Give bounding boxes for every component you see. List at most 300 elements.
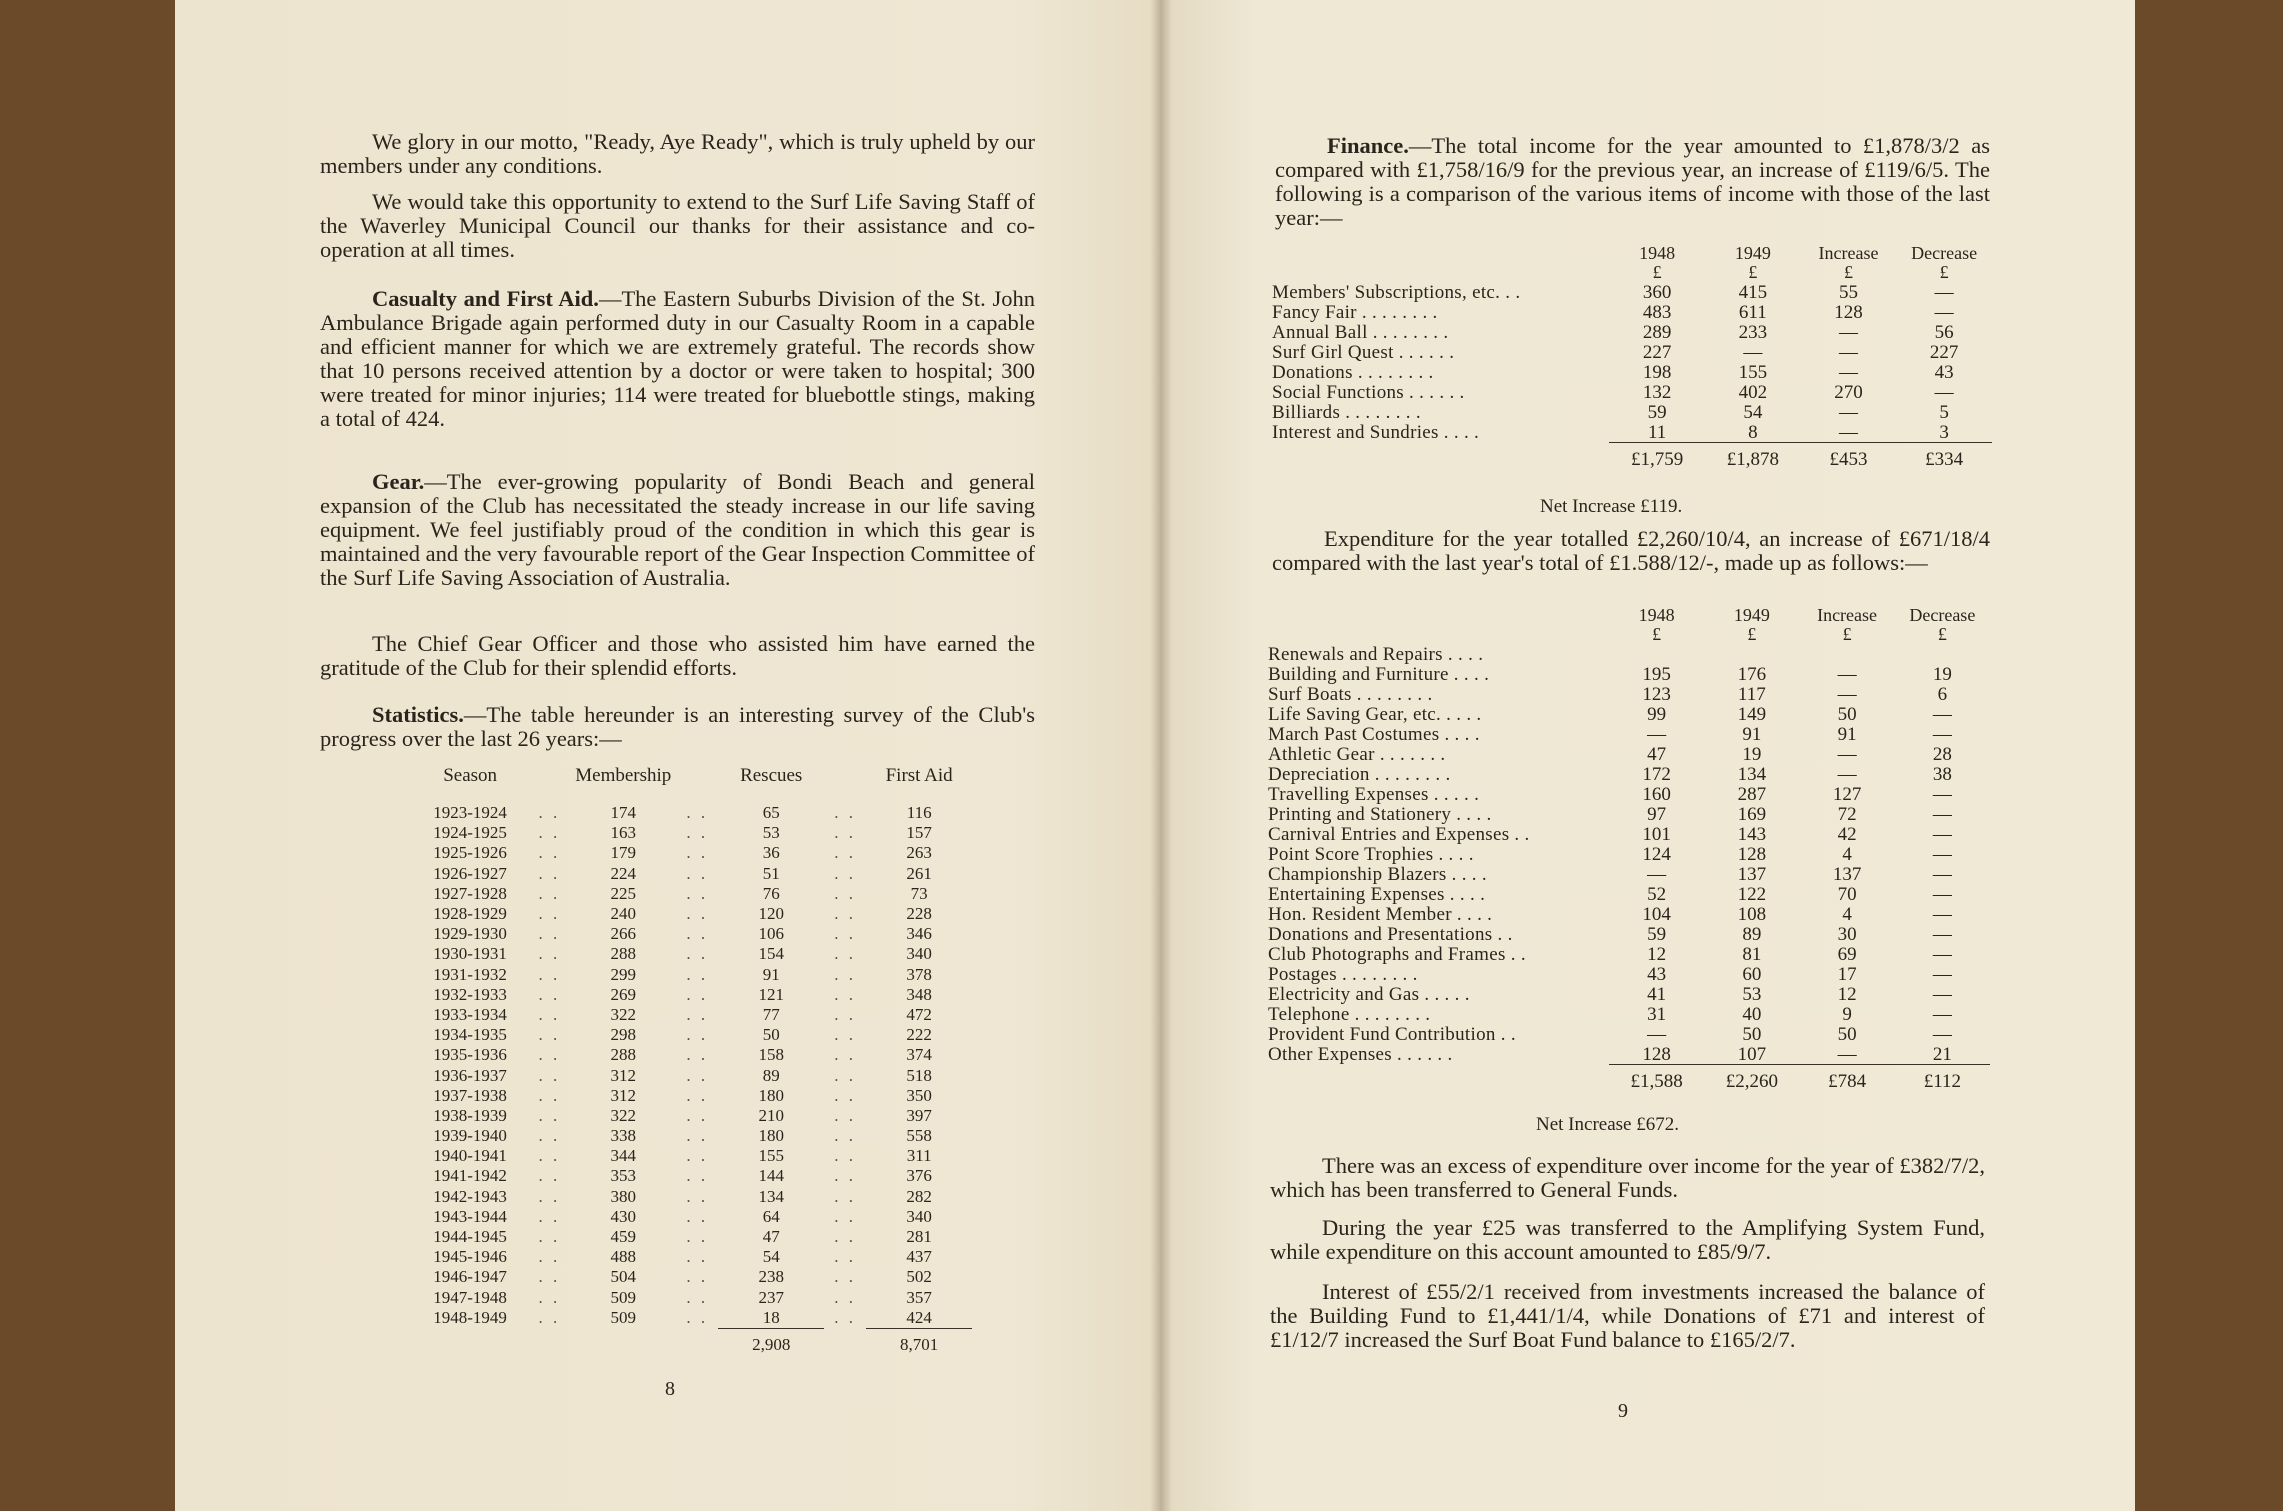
income-row <box>1272 302 1992 322</box>
season-cell: 1940-1941 <box>433 1146 507 1166</box>
membership-cell: 344 <box>610 1146 637 1166</box>
finance-heading: Finance. <box>1327 133 1409 158</box>
season-cell: 1936-1937 <box>433 1065 507 1085</box>
value-1949: 89 <box>1742 923 1762 945</box>
page-number-left: 8 <box>665 1378 675 1400</box>
increase-value: — <box>1837 743 1857 765</box>
item-label: Other Expenses . . . . . . <box>1268 1043 1453 1065</box>
membership-cell: 380 <box>610 1186 637 1206</box>
leader-dots: . . <box>538 803 561 823</box>
increase-value: 127 <box>1832 783 1862 805</box>
total-decrease: £112 <box>1895 1065 1990 1092</box>
rescues-cell: 36 <box>762 843 780 863</box>
expenditure-row <box>1268 864 1990 884</box>
leader-dots: . . <box>538 1267 561 1287</box>
leader-dots: . . <box>834 944 857 964</box>
membership-cell: 312 <box>610 1065 637 1085</box>
leader-dots: . . <box>686 803 709 823</box>
value-1948: 289 <box>1642 321 1672 343</box>
first-aid-cell: 350 <box>906 1085 932 1105</box>
rescues-cell: 47 <box>762 1227 780 1247</box>
leader-dots: . . <box>834 1247 857 1267</box>
value-1948: 31 <box>1647 1003 1667 1025</box>
total-1948: £1,759 <box>1609 443 1705 470</box>
item-label: Life Saving Gear, etc. . . . . <box>1268 703 1482 725</box>
expenditure-net-increase: Net Increase £672. <box>1536 1114 1679 1135</box>
value-1948: 132 <box>1642 381 1672 403</box>
leader-dots: . . <box>834 1105 857 1125</box>
decrease-value: 3 <box>1939 421 1949 443</box>
casualty-heading: Casualty and First Aid. <box>372 286 599 311</box>
currency-symbol: £ <box>1939 262 1949 282</box>
leader-dots: . . <box>834 883 857 903</box>
increase-value: — <box>1838 321 1858 343</box>
first-aid-cell: 437 <box>906 1247 932 1267</box>
decrease-value: — <box>1932 1003 1952 1025</box>
leader-dots: . . <box>686 1166 709 1186</box>
item-label: Athletic Gear . . . . . . . <box>1268 743 1446 765</box>
statistics-heading: Statistics. <box>372 702 464 727</box>
item-label: Renewals and Repairs . . . . <box>1268 643 1484 665</box>
leader-dots: . . <box>538 984 561 1004</box>
expenditure-row <box>1268 984 1990 1004</box>
income-row <box>1272 282 1992 302</box>
leader-dots: . . <box>538 944 561 964</box>
expenditure-row <box>1268 844 1990 864</box>
gear-paragraph <box>320 470 1035 590</box>
value-1949: 233 <box>1738 321 1768 343</box>
interest-paragraph: Interest of £55/2/1 received from investments increased the balance of the Building Fund to £1,441/1/4, while Donations of £71 and interest of £1/12/7 increased the Surf Boat Fund balance to £165/2/7. <box>1270 1279 1985 1352</box>
membership-cell: 179 <box>610 843 637 863</box>
decrease-value: 19 <box>1932 663 1952 685</box>
empty-cell <box>570 1328 676 1355</box>
value-1949: 611 <box>1738 301 1767 323</box>
season-cell: 1944-1945 <box>433 1227 507 1247</box>
stats-row <box>412 1106 972 1126</box>
decrease-value: 28 <box>1932 743 1952 765</box>
income-col-decrease: Decrease <box>1911 243 1978 263</box>
decrease-value: 227 <box>1929 341 1959 363</box>
rescues-cell: 121 <box>758 984 784 1004</box>
first-aid-cell: 228 <box>906 904 932 924</box>
rescues-cell: 210 <box>758 1105 784 1125</box>
stats-row <box>412 1187 972 1207</box>
season-cell: 1948-1949 <box>433 1308 507 1328</box>
first-aid-cell: 472 <box>906 1004 932 1024</box>
first-aid-cell: 261 <box>906 863 932 883</box>
increase-value: 55 <box>1838 281 1858 303</box>
leader-dots: . . <box>538 1085 561 1105</box>
item-label: Social Functions . . . . . . <box>1272 381 1465 403</box>
value-1949: 415 <box>1738 281 1768 303</box>
expenditure-row <box>1268 824 1990 844</box>
expenditure-row <box>1268 664 1990 684</box>
leader-dots: . . <box>834 1126 857 1146</box>
value-1948: 227 <box>1642 341 1672 363</box>
empty-cell <box>676 1328 718 1355</box>
value-1948: 172 <box>1642 763 1671 785</box>
value-1949: 134 <box>1737 763 1767 785</box>
decrease-value: — <box>1934 381 1954 403</box>
thanks-paragraph: We would take this opportunity to extend to the Surf Life Saving Staff of the Waverley Municipal Council our thanks for their assistance and co-operation at all times. <box>320 189 1035 262</box>
finance-text: —The total income for the year amounted to £1,878/3/2 as compared with £1,758/16/9 for the previous year, an increase of £119/6/5. The following is a comparison of the various items of income with those of the last year:— <box>1275 133 1990 230</box>
item-label: March Past Costumes . . . . <box>1268 723 1480 745</box>
stats-row <box>412 904 972 924</box>
season-cell: 1945-1946 <box>433 1247 507 1267</box>
decrease-value: — <box>1932 923 1952 945</box>
value-1949: 117 <box>1737 683 1766 705</box>
expenditure-paragraph: Expenditure for the year totalled £2,260/10/4, an increase of £671/18/4 compared with the last year's total of £1.588/12/-, made up as follows:— <box>1272 526 1990 575</box>
increase-value: 4 <box>1842 903 1852 925</box>
first-aid-cell: 281 <box>906 1227 932 1247</box>
leader-dots: . . <box>686 964 709 984</box>
season-cell: 1942-1943 <box>433 1186 507 1206</box>
excess-paragraph: There was an excess of expenditure over income for the year of £382/7/2, which has been transferred to General Funds. <box>1270 1153 1985 1202</box>
expenditure-col-decrease: Decrease <box>1909 605 1976 625</box>
expenditure-row <box>1268 724 1990 744</box>
increase-value: — <box>1838 401 1858 423</box>
increase-value: 50 <box>1837 1023 1857 1045</box>
value-1948: — <box>1647 863 1667 885</box>
season-cell: 1935-1936 <box>433 1045 507 1065</box>
increase-value: 42 <box>1837 823 1857 845</box>
value-1948: 52 <box>1647 883 1667 905</box>
increase-value: 128 <box>1834 301 1863 323</box>
season-cell: 1946-1947 <box>433 1267 507 1287</box>
expenditure-row <box>1268 944 1990 964</box>
value-1948: — <box>1647 1023 1667 1045</box>
season-cell: 1947-1948 <box>433 1287 507 1307</box>
leader-dots: . . <box>538 1065 561 1085</box>
leader-dots: . . <box>538 1247 561 1267</box>
leader-dots: . . <box>834 984 857 1004</box>
stats-row <box>412 965 972 985</box>
first-aid-cell: 116 <box>906 803 932 823</box>
value-1948: 104 <box>1642 903 1671 925</box>
currency-symbol: £ <box>1652 624 1662 644</box>
casualty-text: —The Eastern Suburbs Division of the St. John Ambulance Brigade again performed duty in our Casualty Room in a capable and efficient manner for which we are extremely grateful. The records show that 10 persons received attention by a doctor or were taken to hospital; 300 were treated for minor injuries; 114 were treated for bluebottle stings, making a total of 424. <box>320 286 1035 431</box>
value-1949: — <box>1743 341 1763 363</box>
decrease-value: — <box>1932 783 1952 805</box>
increase-value: — <box>1838 421 1858 443</box>
leader-dots: . . <box>834 803 857 823</box>
leader-dots: . . <box>538 1308 561 1328</box>
value-1948: — <box>1647 723 1667 745</box>
value-1948: 99 <box>1647 703 1667 725</box>
increase-value: 17 <box>1837 963 1857 985</box>
leader-dots: . . <box>834 1025 857 1045</box>
leader-dots: . . <box>686 924 709 944</box>
decrease-value: — <box>1932 983 1952 1005</box>
item-label: Hon. Resident Member . . . . <box>1268 903 1493 925</box>
first-aid-total: 8,701 <box>866 1328 972 1355</box>
first-aid-cell: 424 <box>906 1307 932 1327</box>
leader-dots: . . <box>686 984 709 1004</box>
membership-cell: 225 <box>610 883 637 903</box>
first-aid-cell: 558 <box>906 1126 932 1146</box>
leader-dots: . . <box>686 1085 709 1105</box>
expenditure-row <box>1268 924 1990 944</box>
first-aid-cell: 348 <box>906 984 932 1004</box>
decrease-value: — <box>1932 703 1952 725</box>
membership-cell: 312 <box>610 1085 637 1105</box>
leader-dots: . . <box>538 1186 561 1206</box>
leader-dots: . . <box>686 1004 709 1024</box>
decrease-value: — <box>1932 943 1952 965</box>
membership-cell: 459 <box>610 1227 637 1247</box>
expenditure-row <box>1268 1024 1990 1044</box>
amplifying-paragraph: During the year £25 was transferred to the Amplifying System Fund, while expenditure on this account amounted to £85/9/7. <box>1270 1215 1985 1264</box>
decrease-value: — <box>1932 843 1952 865</box>
leader-dots: . . <box>834 1065 857 1085</box>
value-1948: 101 <box>1642 823 1671 845</box>
season-cell: 1931-1932 <box>433 964 507 984</box>
membership-cell: 269 <box>610 984 637 1004</box>
leader-dots: . . <box>834 1186 857 1206</box>
empty-cell <box>528 1328 570 1355</box>
income-col-1949: 1949 <box>1734 243 1771 263</box>
first-aid-header: First Aid <box>885 765 953 786</box>
expenditure-row <box>1268 1044 1990 1065</box>
decrease-value: 38 <box>1932 763 1952 785</box>
total-1949: £2,260 <box>1704 1065 1799 1092</box>
membership-cell: 509 <box>610 1287 637 1307</box>
value-1949: 155 <box>1738 361 1768 383</box>
value-1949: 149 <box>1737 703 1767 725</box>
stats-row <box>412 864 972 884</box>
decrease-value: — <box>1932 723 1952 745</box>
season-cell: 1930-1931 <box>433 944 507 964</box>
increase-value: — <box>1837 663 1857 685</box>
increase-value: — <box>1837 763 1857 785</box>
rescues-total: 2,908 <box>718 1328 824 1355</box>
expenditure-col-1949: 1949 <box>1733 605 1770 625</box>
leader-dots: . . <box>834 1045 857 1065</box>
value-1949: 53 <box>1742 983 1762 1005</box>
rescues-cell: 155 <box>758 1146 784 1166</box>
increase-value: — <box>1838 341 1858 363</box>
value-1948: 195 <box>1642 663 1671 685</box>
leader-dots: . . <box>686 1308 709 1328</box>
value-1948 <box>1609 644 1704 664</box>
leader-dots: . . <box>686 1146 709 1166</box>
membership-cell: 240 <box>610 904 637 924</box>
increase-value: 9 <box>1842 1003 1852 1025</box>
leader-dots: . . <box>538 823 561 843</box>
leader-dots: . . <box>538 1206 561 1226</box>
rescues-cell: 120 <box>758 904 784 924</box>
item-label: Surf Girl Quest . . . . . . <box>1272 341 1455 363</box>
expenditure-row <box>1268 784 1990 804</box>
value-1949 <box>1704 644 1799 664</box>
season-cell: 1934-1935 <box>433 1025 507 1045</box>
value-1949: 107 <box>1737 1043 1767 1065</box>
leader-dots: . . <box>686 1126 709 1146</box>
increase-value: 270 <box>1834 381 1863 403</box>
value-1948: 198 <box>1642 361 1672 383</box>
leader-dots: . . <box>538 1025 561 1045</box>
leader-dots: . . <box>538 1105 561 1125</box>
membership-cell: 322 <box>610 1105 637 1125</box>
casualty-paragraph <box>320 287 1035 431</box>
first-aid-cell: 502 <box>906 1267 932 1287</box>
total-increase: £453 <box>1801 443 1897 470</box>
leader-dots: . . <box>834 863 857 883</box>
value-1948: 160 <box>1642 783 1671 805</box>
item-label: Interest and Sundries . . . . <box>1272 421 1480 443</box>
income-totals-row <box>1272 443 1992 470</box>
leader-dots: . . <box>834 904 857 924</box>
value-1949: 19 <box>1742 743 1762 765</box>
item-label: Annual Ball . . . . . . . . <box>1272 321 1449 343</box>
rescues-cell: 18 <box>762 1307 780 1327</box>
expenditure-row <box>1268 764 1990 784</box>
season-cell: 1929-1930 <box>433 924 507 944</box>
first-aid-cell: 357 <box>906 1287 932 1307</box>
income-col-1948: 1948 <box>1639 243 1676 263</box>
value-1948: 483 <box>1642 301 1672 323</box>
season-header: Season <box>443 765 498 786</box>
season-cell: 1932-1933 <box>433 984 507 1004</box>
empty-cell <box>412 1328 528 1355</box>
item-label: Surf Boats . . . . . . . . <box>1268 683 1433 705</box>
increase-value: 69 <box>1837 943 1857 965</box>
leader-dots: . . <box>538 964 561 984</box>
membership-cell: 163 <box>610 823 637 843</box>
expenditure-row <box>1268 884 1990 904</box>
season-cell: 1941-1942 <box>433 1166 507 1186</box>
decrease-value: 6 <box>1937 683 1948 705</box>
rescues-header: Rescues <box>740 765 803 786</box>
leader-dots: . . <box>538 1146 561 1166</box>
total-increase: £784 <box>1799 1065 1894 1092</box>
book-gutter <box>1150 0 1172 1511</box>
leader-dots: . . <box>834 964 857 984</box>
value-1949: 50 <box>1742 1023 1762 1045</box>
leader-dots: . . <box>686 1025 709 1045</box>
stats-row <box>412 1267 972 1287</box>
stats-row <box>412 924 972 944</box>
stats-row <box>412 985 972 1005</box>
membership-cell: 174 <box>610 803 637 823</box>
value-1948: 128 <box>1642 1043 1671 1065</box>
currency-symbol: £ <box>1843 262 1853 282</box>
stats-row <box>412 1025 972 1045</box>
statistics-paragraph <box>320 703 1035 751</box>
rescues-cell: 54 <box>762 1247 780 1267</box>
stats-row <box>412 884 972 904</box>
total-decrease: £334 <box>1896 443 1992 470</box>
item-label: Donations and Presentations . . <box>1268 923 1513 945</box>
gear-text: —The ever-growing popularity of Bondi Beach and general expansion of the Club has necessitated the steady increase in our life saving equipment. We feel justifiably proud of the condition in which this gear is maintained and the very favourable report of the Gear Inspection Committee of the Surf Life Saving Association of Australia. <box>320 469 1035 590</box>
value-1948: 11 <box>1648 421 1667 443</box>
expenditure-row <box>1268 964 1990 984</box>
value-1949: 40 <box>1742 1003 1762 1025</box>
leader-dots: . . <box>834 1308 857 1328</box>
increase-value: — <box>1837 683 1857 705</box>
currency-symbol: £ <box>1747 624 1757 644</box>
membership-cell: 322 <box>610 1004 637 1024</box>
rescues-cell: 65 <box>762 803 780 823</box>
decrease-value: 43 <box>1934 361 1954 383</box>
rescues-cell: 51 <box>762 863 780 883</box>
decrease-value: — <box>1934 281 1954 303</box>
increase-value: — <box>1838 361 1858 383</box>
leader-dots: . . <box>686 1247 709 1267</box>
value-1949: 169 <box>1737 803 1767 825</box>
item-label: Carnival Entries and Expenses . . <box>1268 823 1530 845</box>
stats-row <box>412 1126 972 1146</box>
leader-dots: . . <box>686 843 709 863</box>
season-cell: 1928-1929 <box>433 904 507 924</box>
currency-symbol: £ <box>1748 262 1758 282</box>
leader-dots: . . <box>538 1227 561 1247</box>
rescues-cell: 180 <box>758 1085 784 1105</box>
membership-cell: 509 <box>610 1308 637 1328</box>
leader-dots: . . <box>686 1206 709 1226</box>
decrease-value: — <box>1932 883 1952 905</box>
stats-totals-row <box>412 1328 972 1355</box>
expenditure-totals-row <box>1268 1065 1990 1092</box>
currency-symbol: £ <box>1652 262 1662 282</box>
income-row <box>1272 322 1992 342</box>
leader-dots: . . <box>686 1045 709 1065</box>
increase-value: 137 <box>1832 863 1862 885</box>
first-aid-cell: 376 <box>906 1166 932 1186</box>
first-aid-cell: 222 <box>906 1025 932 1045</box>
leader-dots: . . <box>538 924 561 944</box>
rescues-cell: 106 <box>758 924 784 944</box>
first-aid-cell: 340 <box>906 1206 932 1226</box>
value-1948: 59 <box>1647 923 1667 945</box>
stats-header-row <box>412 765 972 803</box>
leader-dots: . . <box>538 863 561 883</box>
income-row <box>1272 342 1992 362</box>
season-cell: 1927-1928 <box>433 883 507 903</box>
item-label: Postages . . . . . . . . <box>1268 963 1418 985</box>
stats-row <box>412 803 972 823</box>
rescues-cell: 238 <box>758 1267 784 1287</box>
stats-row <box>412 1247 972 1267</box>
season-cell: 1943-1944 <box>433 1206 507 1226</box>
leader-dots: . . <box>686 1267 709 1287</box>
stats-row <box>412 1045 972 1065</box>
leader-dots: . . <box>538 883 561 903</box>
item-label: Travelling Expenses . . . . . <box>1268 783 1480 805</box>
season-cell: 1926-1927 <box>433 863 507 883</box>
decrease-value <box>1895 644 1990 664</box>
first-aid-cell: 378 <box>906 964 932 984</box>
leader-dots: . . <box>834 1166 857 1186</box>
rescues-cell: 237 <box>758 1287 784 1307</box>
leader-dots: . . <box>686 863 709 883</box>
expenditure-row <box>1268 904 1990 924</box>
decrease-value: — <box>1932 863 1952 885</box>
leader-dots: . . <box>834 1004 857 1024</box>
rescues-cell: 134 <box>758 1186 784 1206</box>
leader-dots: . . <box>538 843 561 863</box>
item-label: Provident Fund Contribution . . <box>1268 1023 1516 1045</box>
item-label: Billiards . . . . . . . . <box>1272 401 1421 423</box>
rescues-cell: 89 <box>762 1065 780 1085</box>
rescues-cell: 53 <box>762 823 780 843</box>
item-label: Printing and Stationery . . . . <box>1268 803 1492 825</box>
season-cell: 1938-1939 <box>433 1105 507 1125</box>
stats-row <box>412 1227 972 1247</box>
membership-cell: 488 <box>610 1247 637 1267</box>
season-cell: 1933-1934 <box>433 1004 507 1024</box>
increase-value: 70 <box>1837 883 1857 905</box>
